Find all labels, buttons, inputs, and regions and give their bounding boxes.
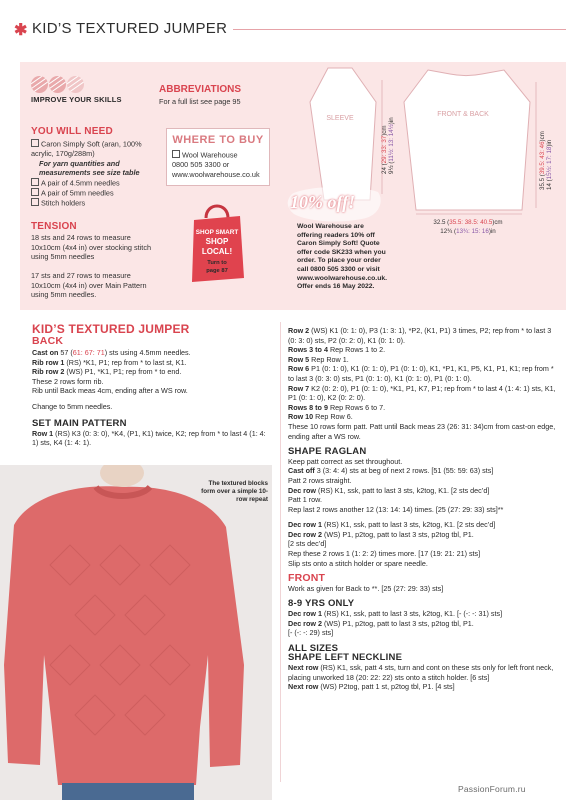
bag-text: SHOP SMART: [195, 229, 239, 236]
front-back-label: FRONT & BACK: [437, 111, 489, 118]
body-length-cm: 35.5 (39.5: 43: 46)cm: [539, 131, 546, 190]
list-item: A pair of 4.5mm needles: [31, 178, 156, 188]
yarn-ball-icon: [49, 76, 66, 93]
pattern-note: [2 sts dec’d]: [288, 539, 327, 549]
section-heading-left-neckline: SHAPE LEFT NECKLINE: [288, 652, 403, 664]
offer-title: 10% off!: [290, 192, 356, 212]
column-divider: [280, 322, 281, 782]
yarn-ball-icon: [31, 76, 48, 93]
rib-row-2: Rib row 2 (WS) P1, *K1, P1; rep from * to end.: [32, 367, 182, 377]
store-url[interactable]: www.woolwarehouse.co.uk: [172, 169, 260, 179]
rib-row-1: Rib row 1 (RS) *K1, P1; rep from * to last st, K1.: [32, 357, 187, 367]
section-heading-8-9-yrs: 8-9 YRS ONLY: [288, 598, 355, 610]
sleeve-label: SLEEVE: [326, 115, 354, 122]
tension-text: 17 sts and 27 rows to measure 10x10cm (4x4 in) over Main Pattern using 5mm needles.: [31, 271, 147, 300]
offer-text: Wool Warehouse are offering readers 10% off Caron Simply Soft! Quote offer code SK233 when you order. To place your order call 0800 505 3300 or visit www.woolwarehouse.co.uk. Offer ends 16 May 2022.: [297, 223, 388, 291]
page-header: [0, 0, 566, 50]
store-phone: 0800 505 3300 or: [172, 160, 230, 170]
row-5: Row 5 Rep Row 1.: [288, 354, 349, 364]
rib-note: Rib until Back meas 4cm, ending after a WS row.: [32, 386, 188, 396]
dec-row-1: Dec row 1 (RS) K1, ssk, patt to last 3 sts, k2tog, K1. [2 sts dec’d]: [288, 520, 496, 530]
cast-on-line: Cast on 57 (61: 67: 71) sts using 4.5mm needles.: [32, 348, 191, 357]
row-2: Row 2 (WS) K1 (0: 1: 0), P3 (1: 3: 1), *P2, (K1, P1) 3 times, P2; rep from * to last 3 (0: 3: 0) sts, P2 (0: 2: 0), K1 (0: 1: 0).: [288, 326, 552, 345]
row-1: Row 1 (RS) K3 (0: 3: 0), *K4, (P1, K1) twice, K2; rep from * to last 4 (1: 4: 1) sts, K4 (1: 4: 1).: [32, 428, 266, 448]
header-rule: [200, 29, 566, 30]
you-will-need-heading: YOU WILL NEED: [31, 126, 113, 137]
list-item: Caron Simply Soft (aran, 100% acrylic, 170g/288m): [31, 139, 156, 159]
page-title: KID’S TEXTURED JUMPER: [32, 20, 233, 37]
dec-row-2: Dec row 2 (WS) P1, p2tog, patt to last 3 sts, p2tog tbl, P1.: [288, 618, 474, 628]
section-heading-all-sizes: ALL SIZES: [288, 642, 339, 654]
rows-8-9: Rows 8 to 9 Rep Rows 6 to 7.: [288, 402, 386, 412]
where-to-buy-details: [172, 150, 272, 179]
sleeve-length-cm: 24 (29: 33: 37)cm: [381, 125, 388, 174]
pattern-left-column: [32, 322, 272, 448]
tension-heading: TENSION: [31, 221, 77, 232]
yarn-note: For yarn quantities and measurements see size table: [39, 158, 140, 178]
where-to-buy-heading: WHERE TO BUY: [172, 134, 264, 146]
body-length-in: 14 (15½: 17: 18)in: [546, 139, 553, 190]
jumper-photo: [0, 465, 272, 800]
pattern-right-column: [288, 326, 556, 692]
body-width-cm: 32.5 (35.5: 38.5: 40.5)cm: [433, 219, 503, 226]
sleeve-length-in: 9½ (11½: 13: 14½)in: [388, 117, 395, 174]
section-heading-raglan: SHAPE RAGLAN: [288, 446, 367, 458]
row-7: Row 7 K2 (0: 2: 0), P1 (0: 1: 0), *K1, P1, K7, P1; rep from * to last 4 (1: 4: 1) sts, K1, P1 (0: 1: 0), K2 (0: 2: 0).: [288, 383, 556, 403]
bag-text: LOCAL!: [201, 247, 233, 256]
pattern-note: Slip sts onto a stitch holder or spare needle.: [288, 558, 428, 568]
raglan-note: Keep patt correct as set throughout.: [288, 456, 403, 466]
next-row: Next row (RS) K1, ssk, patt 4 sts, turn and cont on these sts only for left front neck, placing unworked 18 (20: 22: 22) sts onto a stitch holder. [6 sts]: [288, 663, 554, 682]
next-row: Next row (WS) P2tog, patt 1 st, p2tog tbl, P1. [4 sts]: [288, 682, 455, 692]
list-item: A pair of 5mm needles: [31, 188, 156, 198]
bag-text: page 87: [206, 268, 228, 274]
abbreviations-heading: ABBREVIATIONS: [159, 84, 242, 95]
skill-level-label: IMPROVE YOUR SKILLS: [31, 95, 122, 104]
pattern-note: Work as given for Back to **. [25 (27: 29: 33) sts]: [288, 583, 444, 593]
pattern-title: KID’S TEXTURED JUMPER: [32, 322, 190, 336]
yarn-ball-icon: [67, 76, 84, 93]
section-heading-front: FRONT: [288, 572, 326, 585]
pattern-note: These 10 rows form patt. Patt until Back meas 23 (26: 31: 34)cm from cast-on edge, ending after a WS row.: [288, 421, 556, 441]
rows-3-4: Rows 3 to 4 Rep Rows 1 to 2.: [288, 345, 386, 355]
pattern-note: Rep last 2 rows another 12 (13: 14: 14) times. [25 (27: 29: 33) sts]**: [288, 504, 504, 514]
store-name: Wool Warehouse: [172, 150, 272, 160]
cast-off-line: Cast off 3 (3: 4: 4) sts at beg of next 2 rows. [51 (55: 59: 63) sts]: [288, 466, 494, 476]
dec-row-2: Dec row 2 (WS) P1, p2tog, patt to last 3 sts, p2tog tbl, P1.: [288, 529, 474, 539]
watermark: PassionForum.ru: [458, 784, 526, 794]
pattern-note: Patt 1 row.: [288, 495, 322, 505]
asterisk-icon: ✱: [14, 22, 28, 39]
section-heading-main-pattern: SET MAIN PATTERN: [32, 417, 127, 429]
pattern-note: [- (-: -: 29) sts]: [288, 628, 334, 638]
bag-text: Turn to: [207, 260, 227, 266]
dec-row-1: Dec row 1 (RS) K1, ssk, patt to last 3 sts, k2tog, K1. [- (-: -: 31) sts]: [288, 609, 503, 619]
body-width-in: 12¾ (13¾: 15: 16)in: [440, 228, 496, 235]
you-will-need-list: [31, 139, 156, 208]
list-item: Stitch holders: [31, 198, 156, 208]
shopping-bag-icon: [188, 196, 246, 286]
dec-row: Dec row (RS) K1, ssk, patt to last 3 sts, k2tog, K1. [2 sts dec’d]: [288, 485, 490, 495]
pattern-note: Patt 2 rows straight.: [288, 475, 352, 485]
bag-text: SHOP: [205, 237, 229, 246]
tension-text: 18 sts and 24 rows to measure 10x10cm (4x4 in) over stocking stitch using 5mm needles: [31, 233, 152, 262]
row-6: Row 6 P1 (0: 1: 0), K1 (0: 1: 0), P1 (0: 1: 0), K1, *P1, K1, P5, K1, P1, K1; rep from * to last 3 (0: 3: 0) sts, P1 (0: 1: 0), K1 (0: 1: 0), P1 (0: 1: 0).: [288, 364, 554, 383]
abbreviations-text: For a full list see page 95: [159, 97, 241, 106]
row-10: Row 10 Rep Row 6.: [288, 412, 353, 422]
pattern-note: Rep these 2 rows 1 (1: 2: 2) times more. [17 (19: 21: 21) sts]: [288, 549, 481, 559]
section-heading-back: BACK: [32, 335, 64, 347]
needle-change: Change to 5mm needles.: [32, 401, 113, 411]
photo-caption: The textured blocks form over a simple 10-row repeat: [201, 480, 268, 503]
rib-note: These 2 rows form rib.: [32, 376, 104, 386]
